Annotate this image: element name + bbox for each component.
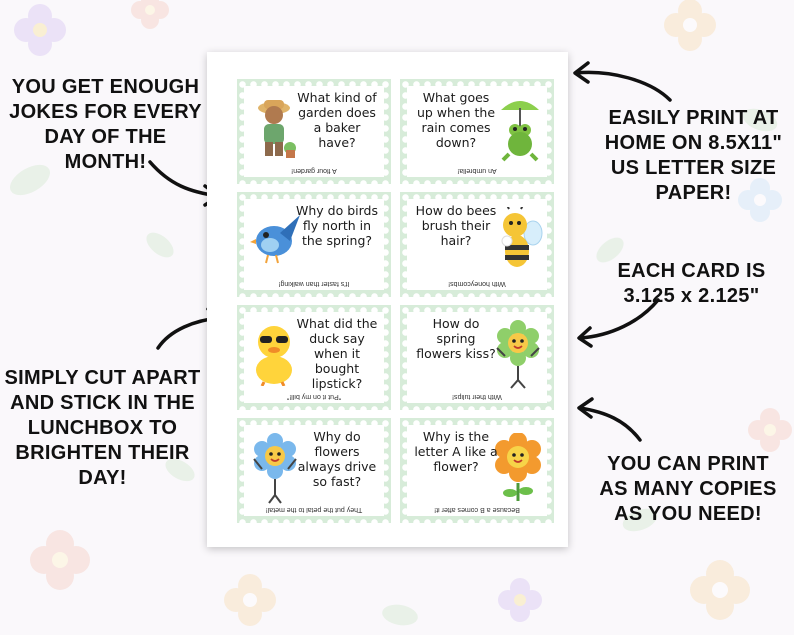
joke-question: How do spring flowers kiss? [416, 316, 496, 361]
joke-question: Why is the letter A like a flower? [414, 429, 498, 474]
callout-print-copies: YOU CAN PRINT AS MANY COPIES AS YOU NEED! [599, 453, 777, 525]
callout-print-at-home: EASILY PRINT AT HOME ON 8.5X11" US LETTER SIZE PAPER! [604, 107, 783, 204]
arrow-icon [579, 300, 658, 346]
joke-question: How do bees brush their hair? [415, 203, 497, 248]
joke-question: What goes up when the rain comes down? [416, 90, 496, 150]
joke-card [400, 192, 554, 297]
arrow-icon [579, 399, 640, 440]
joke-answer: An umbrella! [457, 167, 497, 174]
bee-icon [495, 207, 543, 277]
joke-answer: With their tulips! [452, 393, 502, 400]
joke-question: What did the duck say when it bought lipstick? [296, 316, 378, 391]
joke-card [237, 192, 391, 297]
callout-cut-apart: SIMPLY CUT APART AND STICK IN THE LUNCHBOX TO BRIGHTEN THEIR DAY! [4, 367, 201, 489]
joke-answer: A flour garden! [291, 167, 337, 174]
joke-answer: It's faster than walking! [278, 280, 350, 287]
joke-question: Why do birds fly north in the spring? [296, 203, 378, 248]
joke-card [400, 79, 554, 184]
blue-flower-icon [250, 433, 300, 505]
joke-card [237, 79, 391, 184]
joke-answer: With honeycombs! [448, 280, 506, 287]
callout-jokes-every-day: YOU GET ENOUGH JOKES FOR EVERY DAY OF THE MONTH! [9, 76, 202, 173]
arrow-icon [575, 63, 670, 100]
frog-umbrella-icon [497, 94, 543, 162]
joke-answer: Because a B comes after it! [434, 506, 520, 513]
joke-card [400, 418, 554, 523]
joke-question: Why do flowers always drive so fast? [297, 429, 377, 489]
letter-size-sheet [207, 52, 568, 547]
joke-answer: "Put it on my bill!" [286, 393, 342, 400]
callout-card-size: EACH CARD IS 3.125 x 2.125" [617, 260, 766, 307]
joke-card [237, 418, 391, 523]
joke-question: What kind of garden does a baker have? [297, 90, 377, 150]
joke-card [237, 305, 391, 410]
joke-card [400, 305, 554, 410]
duck-sunglasses-icon [250, 320, 298, 386]
joke-answer: They put the petal to the metal! [265, 506, 363, 513]
green-flower-icon [493, 320, 543, 390]
orange-flower-icon [493, 433, 543, 505]
